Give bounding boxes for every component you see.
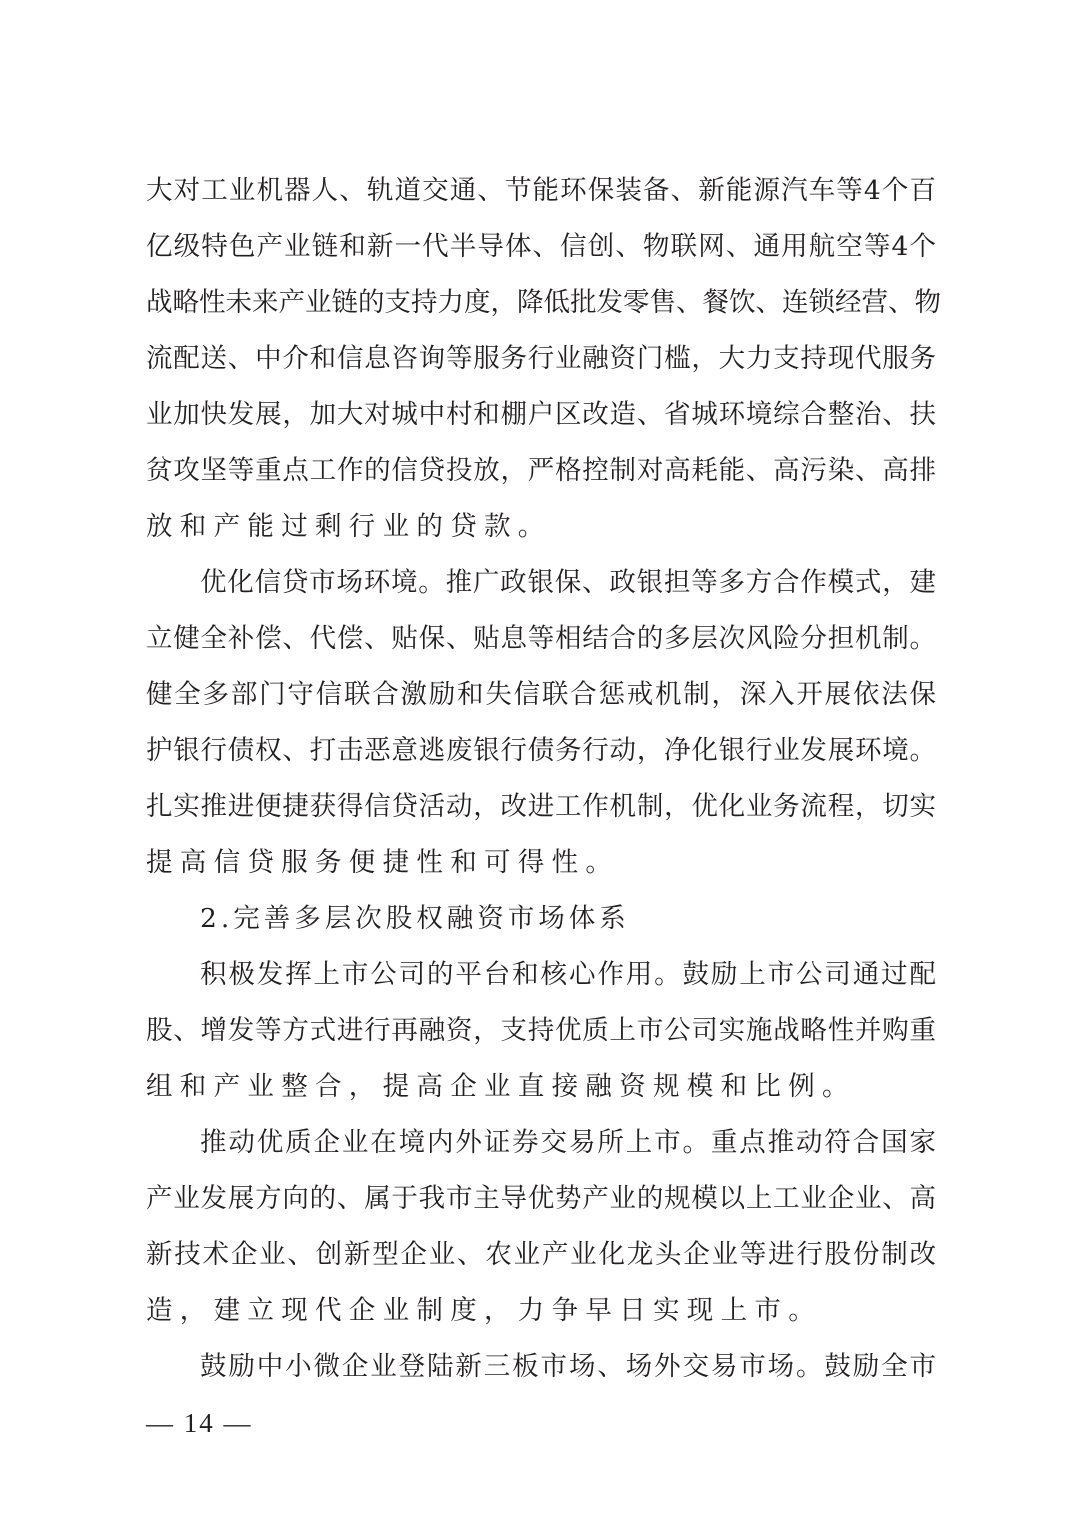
paragraph-first-line: 积极发挥上市公司的平台和核心作用。鼓励上市公司通过配 xyxy=(200,959,936,990)
page-number: — 14 — xyxy=(146,1408,253,1438)
paragraph-first-line: 优化信贷市场环境。推广政银保、政银担等多方合作模式，建 xyxy=(200,567,936,598)
text-line: 新技术企业、创新型企业、农业产业化龙头企业等进行股份制改 xyxy=(146,1239,936,1270)
text-line: 业加快发展，加大对城中村和棚户区改造、省城环境综合整治、扶 xyxy=(146,399,936,430)
paragraph-first-line: 鼓励中小微企业登陆新三板市场、场外交易市场。鼓励全市 xyxy=(200,1351,936,1382)
text-line: 组和产业整合，提高企业直接融资规模和比例。 xyxy=(146,1071,856,1102)
text-line: 贫攻坚等重点工作的信贷投放，严格控制对高耗能、高污染、高排 xyxy=(146,455,936,486)
text-line: 股、增发等方式进行再融资，支持优质上市公司实施战略性并购重 xyxy=(146,1015,936,1046)
text-line: 立健全补偿、代偿、贴保、贴息等相结合的多层次风险分担机制。 xyxy=(146,623,936,654)
text-line: 流配送、中介和信息咨询等服务行业融资门槛，大力支持现代服务 xyxy=(146,343,936,374)
text-line: 大对工业机器人、轨道交通、节能环保装备、新能源汽车等4个百 xyxy=(146,175,936,206)
text-line: 造，建立现代企业制度，力争早日实现上市。 xyxy=(146,1295,822,1326)
text-line: 产业发展方向的、属于我市主导优势产业的规模以上工业企业、高 xyxy=(146,1183,936,1214)
text-line: 亿级特色产业链和新一代半导体、信创、物联网、通用航空等4个 xyxy=(146,231,936,262)
text-line: 健全多部门守信联合激励和失信联合惩戒机制，深入开展依法保 xyxy=(146,679,936,710)
paragraph-first-line: 推动优质企业在境内外证券交易所上市。重点推动符合国家 xyxy=(200,1127,936,1158)
text-line: 战略性未来产业链的支持力度，降低批发零售、餐饮、连锁经营、物 xyxy=(146,287,941,318)
text-line: 扎实推进便捷获得信贷活动，改进工作机制，优化业务流程，切实 xyxy=(146,791,936,822)
text-line: 护银行债权、打击恶意逃废银行债务行动，净化银行业发展环境。 xyxy=(146,735,936,766)
section-heading: 2.完善多层次股权融资市场体系 xyxy=(200,903,630,934)
text-line: 提高信贷服务便捷性和可得性。 xyxy=(146,847,620,878)
text-line: 放和产能过剩行业的贷款。 xyxy=(146,511,552,542)
